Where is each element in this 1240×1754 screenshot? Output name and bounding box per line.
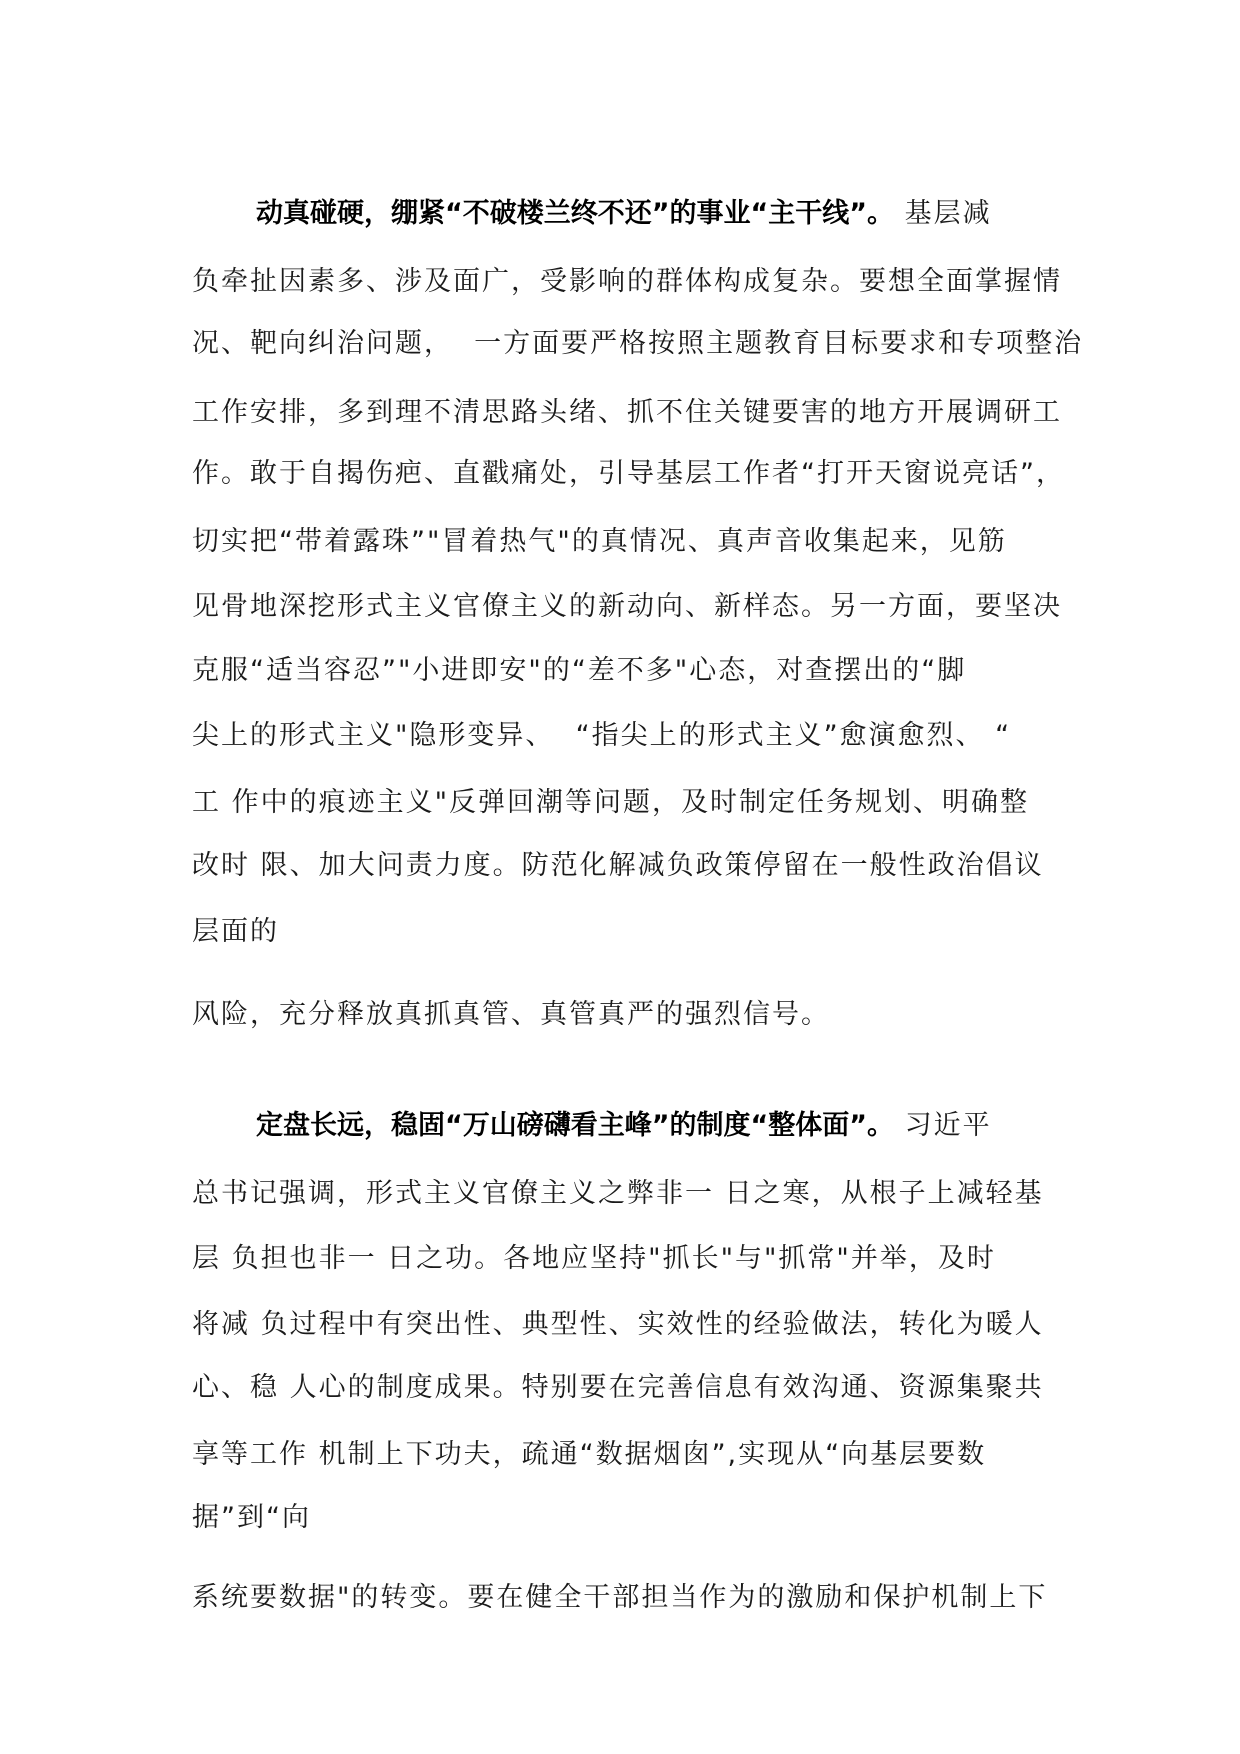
paragraph-line: 将减 负过程中有突出性、典型性、实效性的经验做法，转化为暖人 [192, 1309, 1044, 1340]
paragraph-line: 据”到“向 [192, 1502, 311, 1533]
paragraph-line: 心、稳 人心的制度成果。特别要在完善信息有效沟通、资源集聚共 [192, 1372, 1044, 1403]
paragraph-line: 总书记强调，形式主义官僚主义之弊非一 日之寒，从根子上减轻基 [192, 1178, 1044, 1209]
paragraph-line: 层面的 [192, 916, 279, 947]
paragraph-line: 系统要数据"的转变。要在健全干部担当作为的激励和保护机制上下 [192, 1582, 1048, 1613]
section-heading: 定盘长远，稳固“万山磅礴看主峰”的制度“整体面”。 [256, 1110, 894, 1141]
paragraph-line [256, 1108, 992, 1144]
paragraph-line: 改时 限、加大问责力度。防范化解减负政策停留在一般性政治倡议 [192, 850, 1044, 881]
paragraph-line: 层 负担也非一 日之功。各地应坚持"抓长"与"抓常"并举，及时 [192, 1243, 996, 1274]
paragraph-line: 况、靶向纠治问题， 一方面要严格按照主题教育目标要求和专项整治 [192, 328, 1084, 359]
paragraph-line: 见骨地深挖形式主义官僚主义的新动向、新样态。另一方面，要坚决 [192, 591, 1062, 622]
paragraph-line: 克服“适当容忍”"小进即安"的“差不多"心态，对查摆出的“脚 [192, 655, 967, 686]
paragraph-line [256, 196, 992, 232]
paragraph-text: 习近平 [893, 1110, 992, 1141]
section-heading: 动真碰硬，绷紧“不破楼兰终不还”的事业“主干线”。 [256, 198, 894, 229]
paragraph-line: 工作安排，多到理不清思路头绪、抓不住关键要害的地方开展调研工 [192, 397, 1062, 428]
paragraph-line: 风险，充分释放真抓真管、真管真严的强烈信号。 [192, 999, 830, 1030]
paragraph-line: 工 作中的痕迹主义"反弹回潮等问题，及时制定任务规划、明确整 [192, 787, 1030, 818]
paragraph-line: 切实把“带着露珠”"冒着热气"的真情况、真声音收集起来，见筋 [192, 526, 1007, 557]
paragraph-line: 尖上的形式主义"隐形变异、 “指尖上的形式主义”愈演愈烈、 “ [192, 720, 1012, 751]
paragraph-text: 基层减 [893, 198, 992, 229]
paragraph-line: 享等工作 机制上下功夫，疏通“数据烟囱”,实现从“向基层要数 [192, 1439, 987, 1470]
paragraph-line: 负牵扯因素多、涉及面广，受影响的群体构成复杂。要想全面掌握情 [192, 266, 1062, 297]
paragraph-line: 作。敢于自揭伤疤、直戳痛处，引导基层工作者“打开天窗说亮话”， [192, 458, 1065, 489]
